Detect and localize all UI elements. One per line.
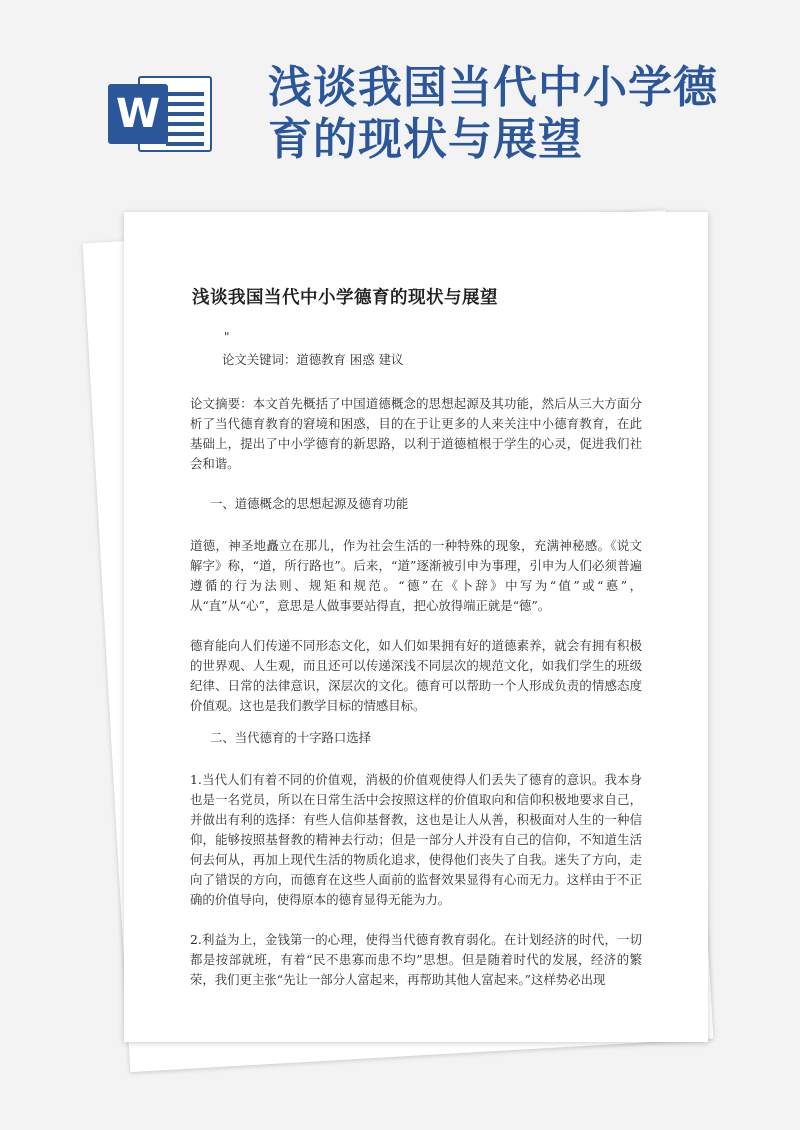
word-logo-tile: W	[108, 84, 168, 144]
document-content	[190, 286, 642, 1010]
paragraph-3: 1.当代人们有着不同的价值观，消极的价值观使得人们丢失了德育的意识。我本身也是一名党员，所以在日常生活中会按照这样的价值取向和信仰积极地要求自己，并做出有利的选择：有些人信仰基督教，这也是让人从善，积极面对人生的一种信仰，能够按照基督教的精神去行动；但是一部分人并没有自己的信仰，不知道生活何去何从，再加上现代生活的物质化追求，使得他们丧失了自我。迷失了方向，走向了错误的方向，而德育在这些人面前的监督效果显得有心而无力。这样由于不正确的价值导向，使得原本的德育显得无能为力。	[190, 772, 642, 907]
abstract-paragraph: 论文摘要：本文首先概括了中国道德概念的思想起源及其功能，然后从三大方面分析了当代德育教育的窘境和困惑，目的在于让更多的人来关注中小德育教育，在此基础上，提出了中小学德育的新思路，以利于道德植根于学生的心灵，促进我们社会和谐。	[190, 396, 642, 471]
paragraph-1: 道德，神圣地矗立在那儿，作为社会生活的一种特殊的现象，充满神秘感。《说文解字》称，“道，所行路也”。后来，“道”逐渐被引申为事理，引申为人们必须普遍遵循的行为法则、规矩和规范。“德”在《卜辞》中写为“值”或“悳”，从“直”从“心”，意思是人做事要站得直，把心放得端正就是“德”。	[190, 538, 642, 613]
header-title: 浅谈我国当代中小学德育的现状与展望	[268, 62, 718, 165]
section-heading-1: 一、道德概念的思想起源及德育功能	[210, 496, 409, 511]
document-title: 浅谈我国当代中小学德育的现状与展望	[192, 288, 498, 308]
keywords-line: 论文关键词：道德教育 困惑 建议	[222, 352, 404, 367]
section-heading-2: 二、当代德育的十字路口选择	[210, 730, 372, 745]
word-document-icon	[108, 70, 216, 154]
paragraph-4: 2.利益为上，金钱第一的心理，使得当代德育教育弱化。在计划经济的时代，一切都是按部就班，有着“民不患寡而患不均”思想。但是随着时代的发展，经济的繁荣，我们更主张“先让一部分人富起来，再帮助其他人富起来。”这样势必出现	[190, 932, 642, 987]
paragraph-2: 德育能向人们传递不同形态文化，如人们如果拥有好的道德素养，就会有拥有积极的世界观、人生观，而且还可以传递深浅不同层次的规范文化，如我们学生的班级纪律、日常的法律意识，深层次的文化。德育可以帮助一个人形成负责的情感态度价值观。这也是我们教学目标的情感目标。	[190, 638, 642, 713]
quote-mark: "	[224, 330, 230, 344]
